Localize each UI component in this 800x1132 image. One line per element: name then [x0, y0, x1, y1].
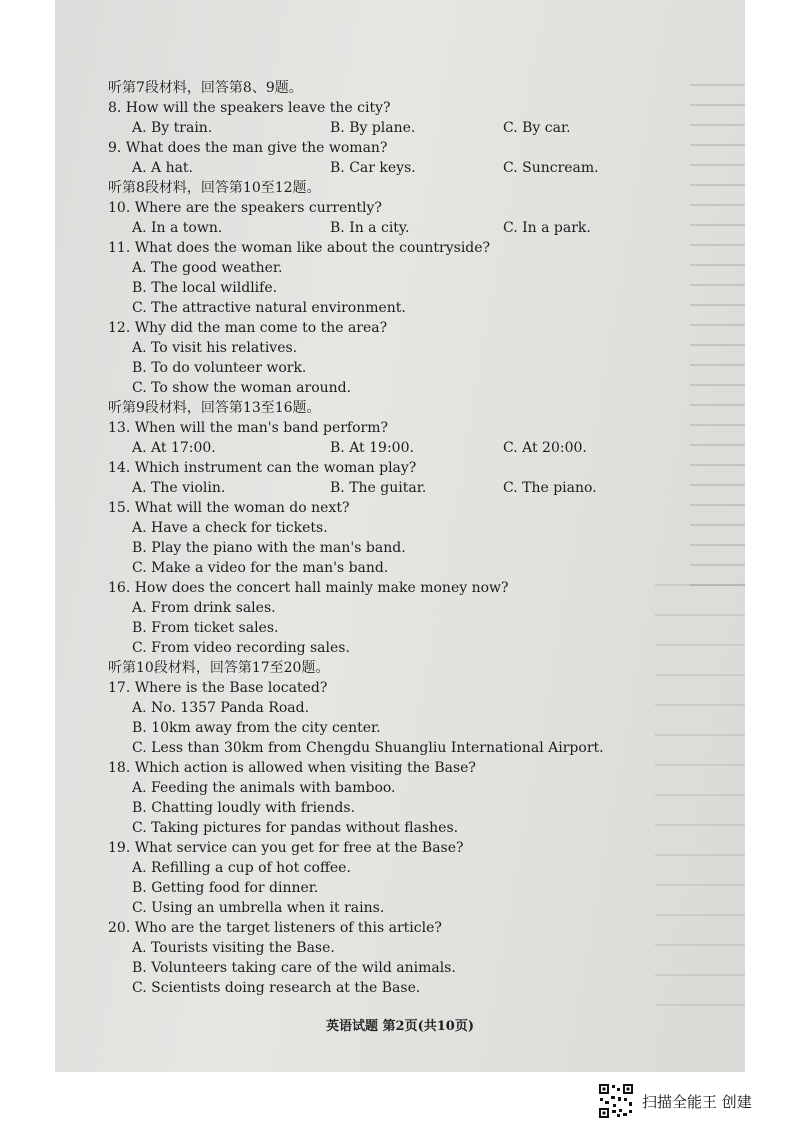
option-a: A. From drink sales.: [132, 600, 276, 616]
option-a: A. The violin.: [132, 480, 226, 496]
option-a: A. Feeding the animals with bamboo.: [132, 780, 396, 796]
section-header: 听第8段材料，回答第10至12题。: [108, 180, 321, 196]
section-header: 听第10段材料，回答第17至20题。: [108, 660, 330, 676]
question-text: 16. How does the concert hall mainly make money now?: [108, 580, 509, 596]
question-text: 17. Where is the Base located?: [108, 680, 328, 696]
option-b: B. The guitar.: [330, 480, 427, 496]
listening-questions: [108, 78, 668, 998]
question-text: 13. When will the man's band perform?: [108, 420, 388, 436]
option-c: C. The attractive natural environment.: [132, 300, 406, 316]
options-row: [108, 118, 668, 138]
option-b: B. At 19:00.: [330, 440, 414, 456]
option-b: B. In a city.: [330, 220, 410, 236]
options-row: [108, 438, 668, 458]
option-b: B. The local wildlife.: [132, 280, 278, 296]
option-c: C. At 20:00.: [503, 440, 587, 456]
page-footer: 英语试题 第2页(共10页): [326, 1019, 474, 1034]
option-c: C. Using an umbrella when it rains.: [132, 900, 385, 916]
option-a: A. No. 1357 Panda Road.: [132, 700, 310, 716]
options-row: [108, 218, 668, 238]
option-a: A. To visit his relatives.: [132, 340, 298, 356]
section-header: 听第9段材料，回答第13至16题。: [108, 400, 321, 416]
scanner-watermark: [598, 1083, 752, 1119]
option-a: A. Refilling a cup of hot coffee.: [132, 860, 351, 876]
option-a: A. A hat.: [132, 160, 194, 176]
option-b: B. Volunteers taking care of the wild animals.: [132, 960, 456, 976]
question-text: 20. Who are the target listeners of this article?: [108, 920, 442, 936]
option-b: B. 10km away from the city center.: [132, 720, 381, 736]
option-c: C. To show the woman around.: [132, 380, 352, 396]
option-b: B. Getting food for dinner.: [132, 880, 319, 896]
option-c: C. Suncream.: [503, 160, 599, 176]
option-a: A. By train.: [132, 120, 213, 136]
option-c: C. By car.: [503, 120, 571, 136]
option-b: B. Chatting loudly with friends.: [132, 800, 355, 816]
option-b: B. Play the piano with the man's band.: [132, 540, 406, 556]
question-text: 9. What does the man give the woman?: [108, 140, 388, 156]
option-c: C. The piano.: [503, 480, 597, 496]
option-a: A. At 17:00.: [132, 440, 216, 456]
bleed-through-text-lower: [655, 560, 745, 1020]
section-header: 听第7段材料，回答第8、9题。: [108, 80, 303, 96]
bleed-through-text: [690, 70, 745, 590]
option-b: B. To do volunteer work.: [132, 360, 307, 376]
options-row: [108, 478, 668, 498]
options-row: [108, 158, 668, 178]
option-b: B. From ticket sales.: [132, 620, 279, 636]
question-text: 10. Where are the speakers currently?: [108, 200, 382, 216]
question-text: 18. Which action is allowed when visiting the Base?: [108, 760, 476, 776]
question-text: 14. Which instrument can the woman play?: [108, 460, 417, 476]
option-c: C. From video recording sales.: [132, 640, 350, 656]
option-c: C. Scientists doing research at the Base.: [132, 980, 421, 996]
option-c: C. Make a video for the man's band.: [132, 560, 389, 576]
question-text: 12. Why did the man come to the area?: [108, 320, 388, 336]
question-text: 11. What does the woman like about the countryside?: [108, 240, 491, 256]
option-a: A. The good weather.: [132, 260, 283, 276]
qr-code-icon: [598, 1083, 634, 1119]
question-text: 8. How will the speakers leave the city?: [108, 100, 391, 116]
option-b: B. Car keys.: [330, 160, 416, 176]
question-text: 19. What service can you get for free at the Base?: [108, 840, 464, 856]
option-a: A. Tourists visiting the Base.: [132, 940, 335, 956]
option-a: A. Have a check for tickets.: [132, 520, 328, 536]
scanner-label: 扫描全能王 创建: [642, 1092, 752, 1111]
option-c: C. Less than 30km from Chengdu Shuangliu International Airport.: [132, 740, 604, 756]
option-b: B. By plane.: [330, 120, 416, 136]
option-a: A. In a town.: [132, 220, 223, 236]
option-c: C. In a park.: [503, 220, 591, 236]
question-text: 15. What will the woman do next?: [108, 500, 350, 516]
option-c: C. Taking pictures for pandas without flashes.: [132, 820, 459, 836]
